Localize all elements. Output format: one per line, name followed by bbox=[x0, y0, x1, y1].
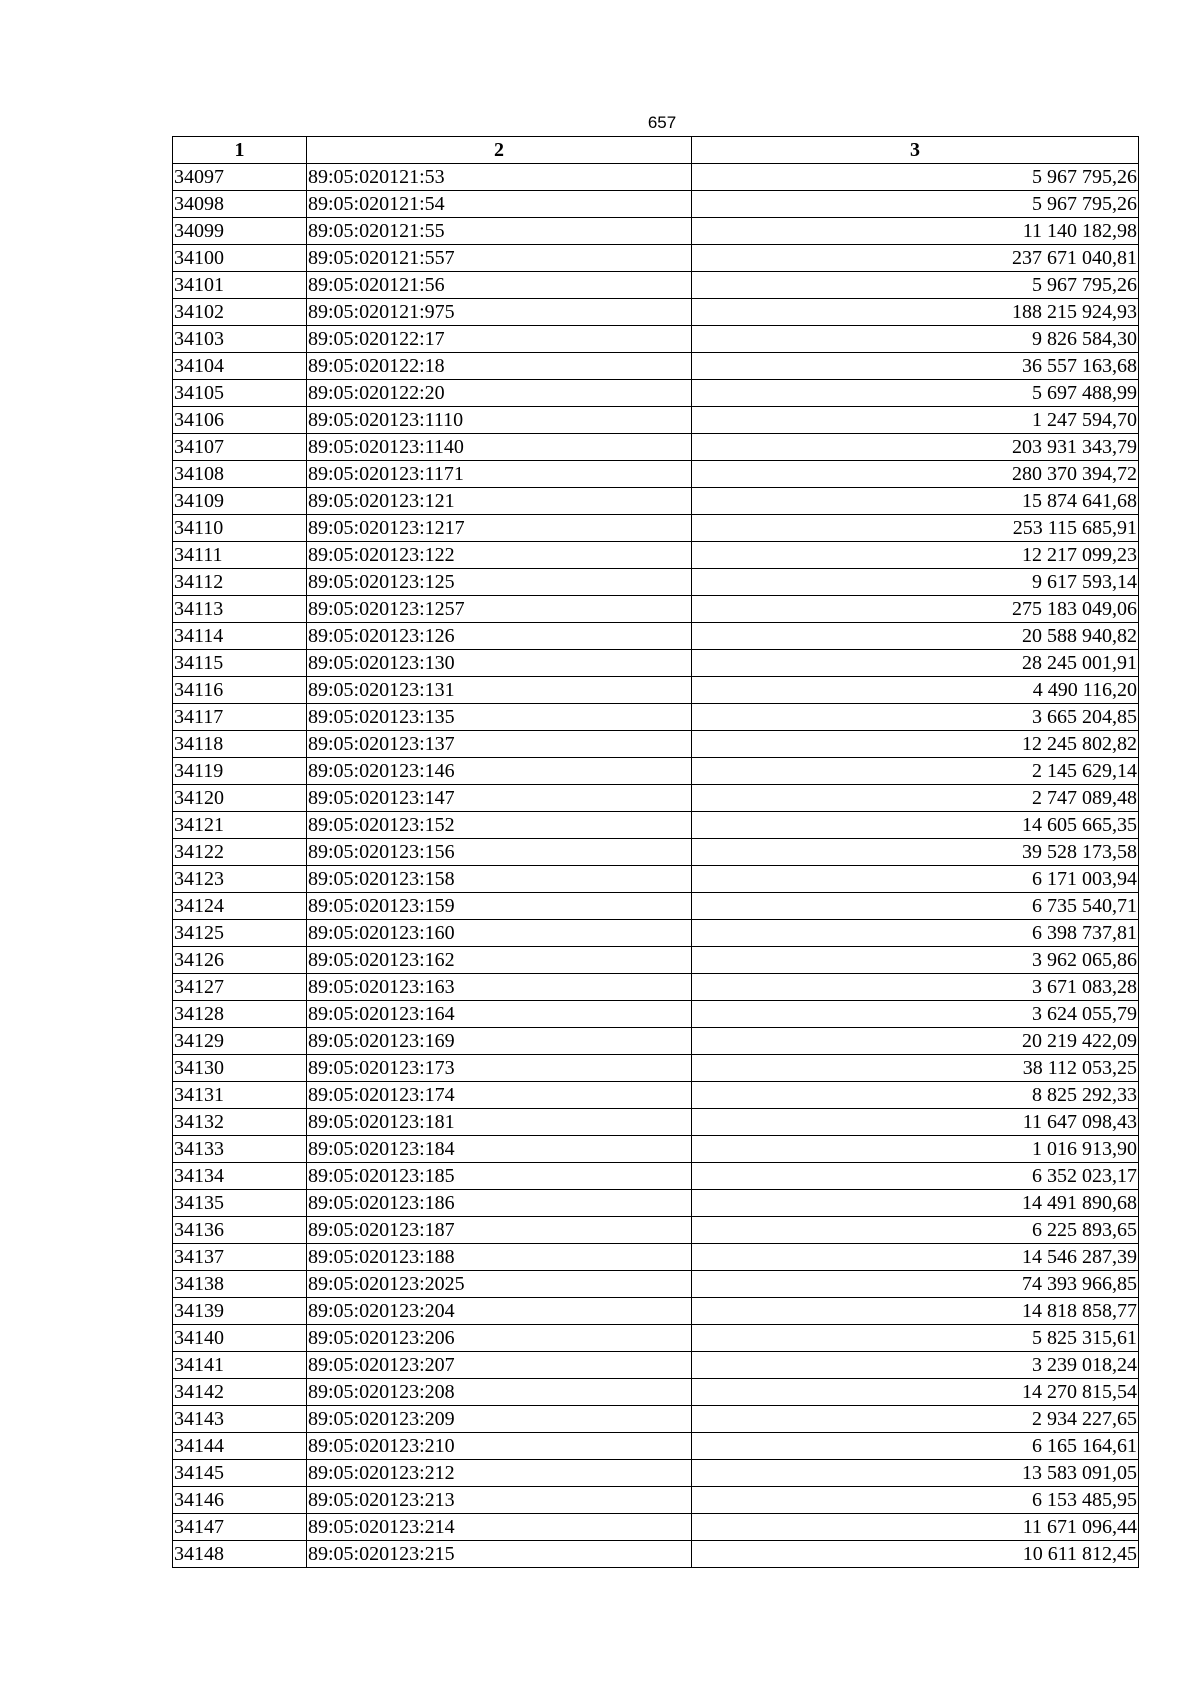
cadastral-value: 5 825 315,61 bbox=[692, 1325, 1139, 1352]
cadastral-value: 3 671 083,28 bbox=[692, 974, 1139, 1001]
cadastral-number: 89:05:020123:1110 bbox=[307, 407, 692, 434]
row-number: 34130 bbox=[173, 1055, 307, 1082]
row-number: 34120 bbox=[173, 785, 307, 812]
cadastral-number: 89:05:020123:210 bbox=[307, 1433, 692, 1460]
cadastral-number: 89:05:020123:1257 bbox=[307, 596, 692, 623]
cadastral-value: 237 671 040,81 bbox=[692, 245, 1139, 272]
row-number: 34101 bbox=[173, 272, 307, 299]
row-number: 34111 bbox=[173, 542, 307, 569]
cadastral-number: 89:05:020123:159 bbox=[307, 893, 692, 920]
cadastral-value: 9 826 584,30 bbox=[692, 326, 1139, 353]
cadastral-number: 89:05:020121:55 bbox=[307, 218, 692, 245]
cadastral-value: 20 219 422,09 bbox=[692, 1028, 1139, 1055]
row-number: 34126 bbox=[173, 947, 307, 974]
row-number: 34106 bbox=[173, 407, 307, 434]
cadastral-number: 89:05:020122:17 bbox=[307, 326, 692, 353]
cadastral-value: 14 605 665,35 bbox=[692, 812, 1139, 839]
table-row bbox=[173, 812, 1139, 839]
row-number: 34141 bbox=[173, 1352, 307, 1379]
table-row bbox=[173, 920, 1139, 947]
table-row bbox=[173, 380, 1139, 407]
cadastral-number: 89:05:020123:173 bbox=[307, 1055, 692, 1082]
row-number: 34114 bbox=[173, 623, 307, 650]
cadastral-value: 5 697 488,99 bbox=[692, 380, 1139, 407]
cadastral-number: 89:05:020123:147 bbox=[307, 785, 692, 812]
cadastral-number: 89:05:020123:181 bbox=[307, 1109, 692, 1136]
cadastral-value: 12 245 802,82 bbox=[692, 731, 1139, 758]
cadastral-number: 89:05:020123:206 bbox=[307, 1325, 692, 1352]
row-number: 34147 bbox=[173, 1514, 307, 1541]
cadastral-number: 89:05:020123:121 bbox=[307, 488, 692, 515]
column-header-3: 3 bbox=[692, 137, 1139, 164]
cadastral-value: 188 215 924,93 bbox=[692, 299, 1139, 326]
row-number: 34145 bbox=[173, 1460, 307, 1487]
cadastral-value: 5 967 795,26 bbox=[692, 164, 1139, 191]
table-row bbox=[173, 1001, 1139, 1028]
cadastral-value: 10 611 812,45 bbox=[692, 1541, 1139, 1568]
table-row bbox=[173, 1082, 1139, 1109]
table-row bbox=[173, 218, 1139, 245]
row-number: 34122 bbox=[173, 839, 307, 866]
cadastral-number: 89:05:020123:1217 bbox=[307, 515, 692, 542]
cadastral-value: 280 370 394,72 bbox=[692, 461, 1139, 488]
cadastral-number: 89:05:020123:122 bbox=[307, 542, 692, 569]
row-number: 34108 bbox=[173, 461, 307, 488]
row-number: 34112 bbox=[173, 569, 307, 596]
column-header-2: 2 bbox=[307, 137, 692, 164]
table-row bbox=[173, 407, 1139, 434]
table-row bbox=[173, 272, 1139, 299]
cadastral-value: 11 647 098,43 bbox=[692, 1109, 1139, 1136]
cadastral-value: 6 225 893,65 bbox=[692, 1217, 1139, 1244]
table-row bbox=[173, 1271, 1139, 1298]
row-number: 34109 bbox=[173, 488, 307, 515]
cadastral-value: 2 747 089,48 bbox=[692, 785, 1139, 812]
table-row bbox=[173, 245, 1139, 272]
cadastral-value: 5 967 795,26 bbox=[692, 272, 1139, 299]
cadastral-number: 89:05:020123:2025 bbox=[307, 1271, 692, 1298]
table-row bbox=[173, 1217, 1139, 1244]
cadastral-value: 2 145 629,14 bbox=[692, 758, 1139, 785]
cadastral-value: 38 112 053,25 bbox=[692, 1055, 1139, 1082]
cadastral-number: 89:05:020123:125 bbox=[307, 569, 692, 596]
table-row bbox=[173, 1406, 1139, 1433]
row-number: 34116 bbox=[173, 677, 307, 704]
table-row bbox=[173, 326, 1139, 353]
row-number: 34134 bbox=[173, 1163, 307, 1190]
cadastral-value: 14 818 858,77 bbox=[692, 1298, 1139, 1325]
row-number: 34113 bbox=[173, 596, 307, 623]
table-row bbox=[173, 461, 1139, 488]
cadastral-number: 89:05:020121:53 bbox=[307, 164, 692, 191]
row-number: 34098 bbox=[173, 191, 307, 218]
cadastral-number: 89:05:020123:214 bbox=[307, 1514, 692, 1541]
cadastral-number: 89:05:020123:156 bbox=[307, 839, 692, 866]
page-number: 657 bbox=[647, 113, 677, 132]
cadastral-number: 89:05:020123:152 bbox=[307, 812, 692, 839]
cadastral-number: 89:05:020123:215 bbox=[307, 1541, 692, 1568]
row-number: 34133 bbox=[173, 1136, 307, 1163]
cadastral-number: 89:05:020121:56 bbox=[307, 272, 692, 299]
table-row bbox=[173, 785, 1139, 812]
cadastral-value: 1 016 913,90 bbox=[692, 1136, 1139, 1163]
cadastral-number: 89:05:020123:137 bbox=[307, 731, 692, 758]
row-number: 34104 bbox=[173, 353, 307, 380]
cadastral-number: 89:05:020123:209 bbox=[307, 1406, 692, 1433]
cadastral-value: 6 165 164,61 bbox=[692, 1433, 1139, 1460]
row-number: 34142 bbox=[173, 1379, 307, 1406]
cadastral-value: 275 183 049,06 bbox=[692, 596, 1139, 623]
cadastral-number: 89:05:020123:184 bbox=[307, 1136, 692, 1163]
cadastral-number: 89:05:020121:557 bbox=[307, 245, 692, 272]
table-row bbox=[173, 623, 1139, 650]
cadastral-value: 11 671 096,44 bbox=[692, 1514, 1139, 1541]
table-row bbox=[173, 677, 1139, 704]
table-row bbox=[173, 1352, 1139, 1379]
row-number: 34110 bbox=[173, 515, 307, 542]
row-number: 34117 bbox=[173, 704, 307, 731]
cadastral-number: 89:05:020123:1140 bbox=[307, 434, 692, 461]
row-number: 34123 bbox=[173, 866, 307, 893]
cadastral-number: 89:05:020123:213 bbox=[307, 1487, 692, 1514]
table-row bbox=[173, 191, 1139, 218]
cadastral-number: 89:05:020123:131 bbox=[307, 677, 692, 704]
row-number: 34132 bbox=[173, 1109, 307, 1136]
cadastral-value: 5 967 795,26 bbox=[692, 191, 1139, 218]
cadastral-number: 89:05:020123:164 bbox=[307, 1001, 692, 1028]
cadastral-value: 2 934 227,65 bbox=[692, 1406, 1139, 1433]
table-header-row bbox=[173, 137, 1139, 164]
table-row bbox=[173, 1460, 1139, 1487]
row-number: 34140 bbox=[173, 1325, 307, 1352]
row-number: 34137 bbox=[173, 1244, 307, 1271]
row-number: 34115 bbox=[173, 650, 307, 677]
cadastral-value: 253 115 685,91 bbox=[692, 515, 1139, 542]
cadastral-value: 3 962 065,86 bbox=[692, 947, 1139, 974]
cadastral-value: 15 874 641,68 bbox=[692, 488, 1139, 515]
cadastral-value: 3 665 204,85 bbox=[692, 704, 1139, 731]
cadastral-number: 89:05:020123:160 bbox=[307, 920, 692, 947]
column-header-1: 1 bbox=[173, 137, 307, 164]
cadastral-value: 9 617 593,14 bbox=[692, 569, 1139, 596]
table-row bbox=[173, 704, 1139, 731]
cadastral-number: 89:05:020123:135 bbox=[307, 704, 692, 731]
cadastral-number: 89:05:020123:174 bbox=[307, 1082, 692, 1109]
cadastral-value: 39 528 173,58 bbox=[692, 839, 1139, 866]
table-row bbox=[173, 164, 1139, 191]
row-number: 34097 bbox=[173, 164, 307, 191]
table-row bbox=[173, 542, 1139, 569]
cadastral-value: 3 239 018,24 bbox=[692, 1352, 1139, 1379]
cadastral-number: 89:05:020123:163 bbox=[307, 974, 692, 1001]
cadastral-number: 89:05:020123:130 bbox=[307, 650, 692, 677]
cadastral-value: 203 931 343,79 bbox=[692, 434, 1139, 461]
cadastral-number: 89:05:020123:1171 bbox=[307, 461, 692, 488]
row-number: 34100 bbox=[173, 245, 307, 272]
row-number: 34138 bbox=[173, 1271, 307, 1298]
cadastral-number: 89:05:020122:18 bbox=[307, 353, 692, 380]
table-row bbox=[173, 569, 1139, 596]
table-row bbox=[173, 1190, 1139, 1217]
cadastral-value: 6 153 485,95 bbox=[692, 1487, 1139, 1514]
cadastral-value: 4 490 116,20 bbox=[692, 677, 1139, 704]
row-number: 34135 bbox=[173, 1190, 307, 1217]
cadastral-value: 12 217 099,23 bbox=[692, 542, 1139, 569]
row-number: 34121 bbox=[173, 812, 307, 839]
table-row bbox=[173, 947, 1139, 974]
table-body bbox=[173, 164, 1139, 1568]
cadastral-value: 6 352 023,17 bbox=[692, 1163, 1139, 1190]
cadastral-number: 89:05:020123:146 bbox=[307, 758, 692, 785]
row-number: 34103 bbox=[173, 326, 307, 353]
row-number: 34143 bbox=[173, 1406, 307, 1433]
cadastral-number: 89:05:020122:20 bbox=[307, 380, 692, 407]
row-number: 34119 bbox=[173, 758, 307, 785]
table-row bbox=[173, 1163, 1139, 1190]
row-number: 34128 bbox=[173, 1001, 307, 1028]
cadastral-value: 6 735 540,71 bbox=[692, 893, 1139, 920]
cadastral-value: 74 393 966,85 bbox=[692, 1271, 1139, 1298]
table-row bbox=[173, 1325, 1139, 1352]
cadastral-number: 89:05:020123:212 bbox=[307, 1460, 692, 1487]
table-row bbox=[173, 596, 1139, 623]
row-number: 34129 bbox=[173, 1028, 307, 1055]
table-row bbox=[173, 974, 1139, 1001]
cadastral-number: 89:05:020123:126 bbox=[307, 623, 692, 650]
table-row bbox=[173, 353, 1139, 380]
table-row bbox=[173, 434, 1139, 461]
table-row bbox=[173, 515, 1139, 542]
table-row bbox=[173, 1055, 1139, 1082]
cadastral-value: 14 270 815,54 bbox=[692, 1379, 1139, 1406]
row-number: 34099 bbox=[173, 218, 307, 245]
cadastral-number: 89:05:020123:186 bbox=[307, 1190, 692, 1217]
cadastral-value: 20 588 940,82 bbox=[692, 623, 1139, 650]
row-number: 34146 bbox=[173, 1487, 307, 1514]
table-row bbox=[173, 1487, 1139, 1514]
cadastral-number: 89:05:020123:162 bbox=[307, 947, 692, 974]
table-row bbox=[173, 1433, 1139, 1460]
cadastral-number: 89:05:020123:187 bbox=[307, 1217, 692, 1244]
table-row bbox=[173, 1379, 1139, 1406]
row-number: 34105 bbox=[173, 380, 307, 407]
row-number: 34118 bbox=[173, 731, 307, 758]
row-number: 34102 bbox=[173, 299, 307, 326]
cadastral-value: 3 624 055,79 bbox=[692, 1001, 1139, 1028]
cadastral-number: 89:05:020123:158 bbox=[307, 866, 692, 893]
table-row bbox=[173, 1514, 1139, 1541]
cadastral-number: 89:05:020123:185 bbox=[307, 1163, 692, 1190]
row-number: 34139 bbox=[173, 1298, 307, 1325]
cadastral-value: 6 398 737,81 bbox=[692, 920, 1139, 947]
table-row bbox=[173, 839, 1139, 866]
table-row bbox=[173, 1541, 1139, 1568]
table-row bbox=[173, 866, 1139, 893]
cadastral-number: 89:05:020123:208 bbox=[307, 1379, 692, 1406]
cadastral-value: 8 825 292,33 bbox=[692, 1082, 1139, 1109]
cadastral-value: 14 491 890,68 bbox=[692, 1190, 1139, 1217]
row-number: 34131 bbox=[173, 1082, 307, 1109]
row-number: 34124 bbox=[173, 893, 307, 920]
cadastral-value-table bbox=[172, 136, 1139, 1568]
table-row bbox=[173, 758, 1139, 785]
row-number: 34144 bbox=[173, 1433, 307, 1460]
table-row bbox=[173, 1136, 1139, 1163]
row-number: 34148 bbox=[173, 1541, 307, 1568]
cadastral-value: 14 546 287,39 bbox=[692, 1244, 1139, 1271]
cadastral-number: 89:05:020123:204 bbox=[307, 1298, 692, 1325]
table-row bbox=[173, 731, 1139, 758]
table-row bbox=[173, 1298, 1139, 1325]
row-number: 34136 bbox=[173, 1217, 307, 1244]
cadastral-number: 89:05:020121:975 bbox=[307, 299, 692, 326]
cadastral-value: 1 247 594,70 bbox=[692, 407, 1139, 434]
table-row bbox=[173, 1028, 1139, 1055]
cadastral-value: 13 583 091,05 bbox=[692, 1460, 1139, 1487]
cadastral-number: 89:05:020121:54 bbox=[307, 191, 692, 218]
row-number: 34107 bbox=[173, 434, 307, 461]
table-row bbox=[173, 1244, 1139, 1271]
row-number: 34125 bbox=[173, 920, 307, 947]
cadastral-value: 6 171 003,94 bbox=[692, 866, 1139, 893]
row-number: 34127 bbox=[173, 974, 307, 1001]
table-row bbox=[173, 893, 1139, 920]
cadastral-number: 89:05:020123:169 bbox=[307, 1028, 692, 1055]
cadastral-value: 28 245 001,91 bbox=[692, 650, 1139, 677]
cadastral-value: 36 557 163,68 bbox=[692, 353, 1139, 380]
table-row bbox=[173, 488, 1139, 515]
cadastral-value: 11 140 182,98 bbox=[692, 218, 1139, 245]
table-row bbox=[173, 650, 1139, 677]
table-row bbox=[173, 299, 1139, 326]
cadastral-number: 89:05:020123:188 bbox=[307, 1244, 692, 1271]
cadastral-number: 89:05:020123:207 bbox=[307, 1352, 692, 1379]
table-row bbox=[173, 1109, 1139, 1136]
